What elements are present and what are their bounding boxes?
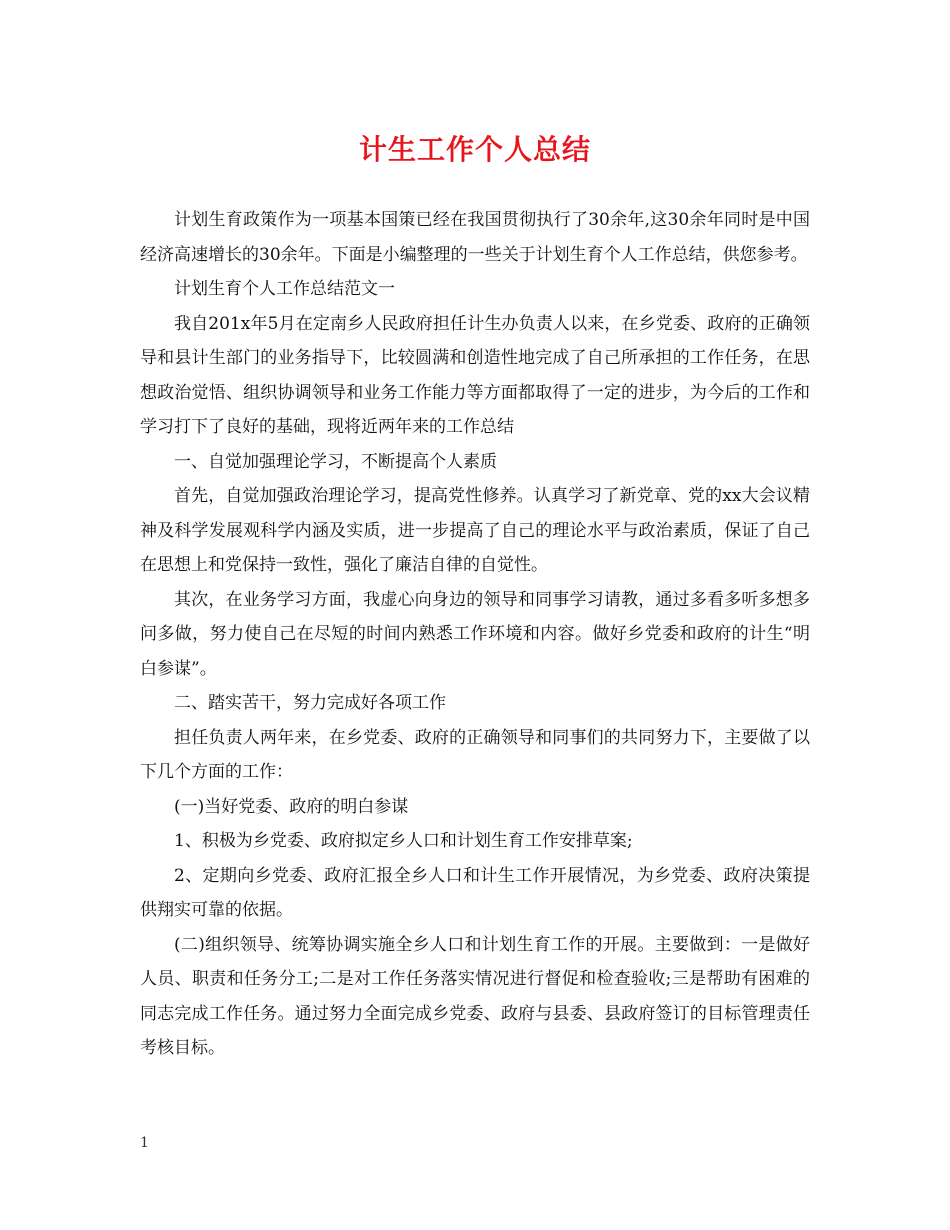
section-heading-hard-work: 二、踏实苦干，努力完成好各项工作 [174,693,446,713]
paragraph-political-study: 首先，自觉加强政治理论学习，提高党性修养。认真学习了新党章、党的xx大会议精神及科学发展观科学内涵及实质，进一步提高了自己的理论水平与政治素质，保证了自己在思想上和党保持一致性，强化了廉洁自律的自觉性。 [140,486,810,575]
list-item-2: 2、定期向乡党委、政府汇报全乡人口和计生工作开展情况，为乡党委、政府决策提供翔实可靠的依据。 [140,865,810,920]
paragraph-coordination: (二)组织领导、统筹协调实施全乡人口和计划生育工作的开展。主要做到：一是做好人员、职责和任务分工;二是对工作任务落实情况进行督促和检查验收;三是帮助有困难的同志完成工作任务。通过努力全面完成乡党委、政府与县委、县政府签订的目标管理责任考核目标。 [140,934,810,1058]
subsection-heading-advisor: (一)当好党委、政府的明白参谋 [174,796,409,817]
paragraph-work-overview: 担任负责人两年来，在乡党委、政府的正确领导和同事们的共同努力下，主要做了以下几个方面的工作： [140,727,810,782]
section-heading-sample-one: 计划生育个人工作总结范文一 [174,279,395,299]
page-number: 1 [140,1135,149,1151]
paragraph-business-study: 其次，在业务学习方面，我虚心向身边的领导和同事学习请教，通过多看多听多想多问多做，努力使自己在尽短的时间内熟悉工作环境和内容。做好乡党委和政府的计生“明白参谋”。 [140,589,810,679]
list-item-1: 1、积极为乡党委、政府拟定乡人口和计划生育工作安排草案; [174,831,633,851]
paragraph-intro: 计划生育政策作为一项基本国策已经在我国贯彻执行了30余年,这30余年同时是中国经济高速增长的30余年。下面是小编整理的一些关于计划生育个人工作总结，供您参考。 [140,210,810,265]
paragraph-background: 我自201x年5月在定南乡人民政府担任计生办负责人以来，在乡党委、政府的正确领导和县计生部门的业务指导下，比较圆满和创造性地完成了自己所承担的工作任务，在思想政治觉悟、组织协调领导和业务工作能力等方面都取得了一定的进步，为今后的工作和学习打下了良好的基础，现将近两年来的工作总结 [140,313,810,437]
document-body [140,203,810,1066]
document-title: 计生工作个人总结 [358,133,591,166]
section-heading-theory-study: 一、自觉加强理论学习，不断提高个人素质 [174,451,497,472]
